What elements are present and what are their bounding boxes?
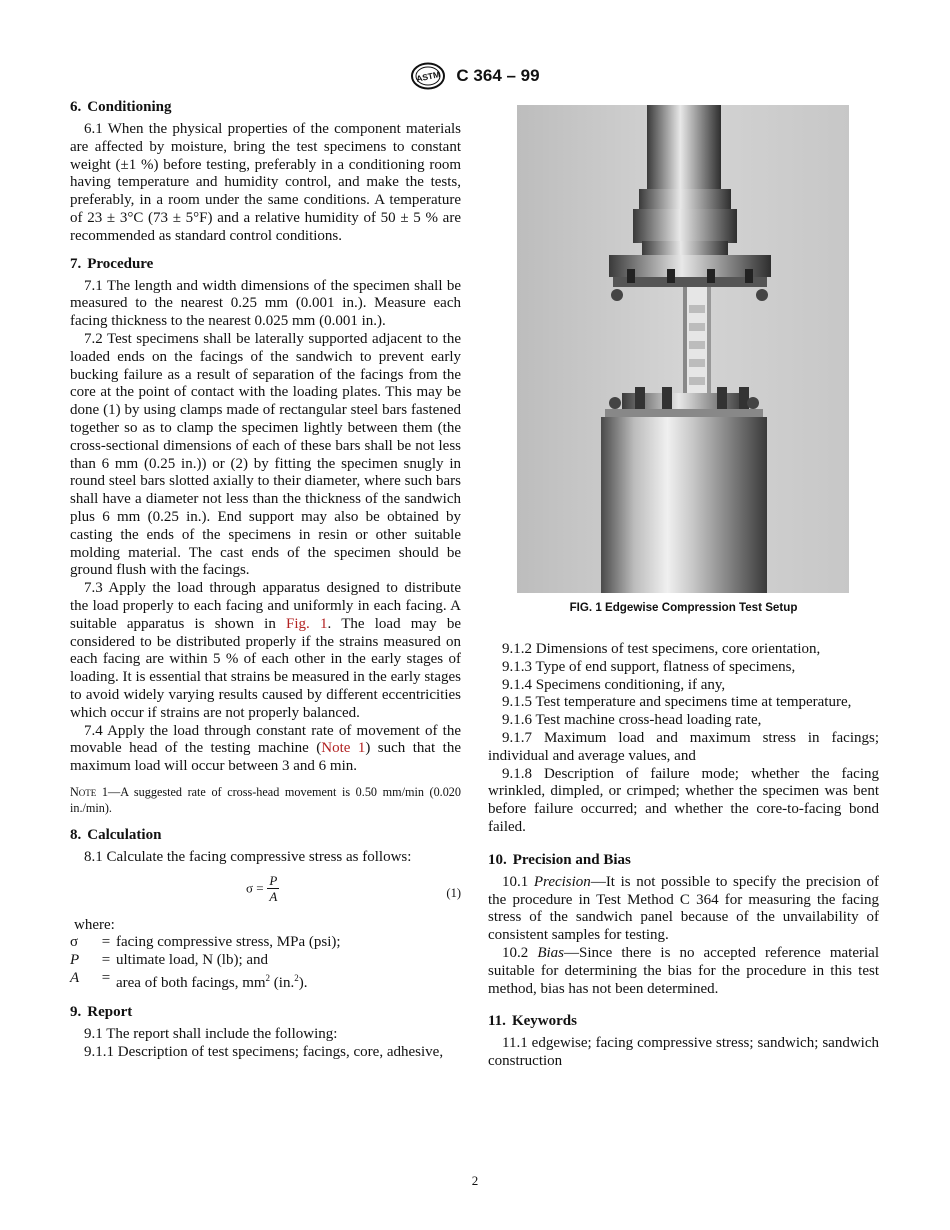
equation-1: [70, 873, 461, 913]
document-designation: C 364 – 99: [456, 66, 540, 85]
section-heading: 8. Calculation: [70, 826, 162, 843]
equation-denominator: A: [269, 888, 278, 904]
paragraph-8-1: 8.1 Calculate the facing compressive stress as follows:: [84, 848, 412, 865]
left-column: [70, 98, 461, 1070]
section-heading: 10. Precision and Bias: [488, 851, 631, 868]
astm-logo-icon: [410, 62, 446, 90]
paragraph-9-1-6: 9.1.6 Test machine cross-head loading rate,: [502, 712, 762, 729]
paragraph-7-3: 7.3 Apply the load through apparatus designed to distribute the load properly to each facing and uniformly in each facing. A suitable apparatus is shown in Fig. 1. The load may be considered to be distributed properly if the strains measured on each facing are within 5 % of each other in the early stages of loading. It is essential that strains be measured in the early stages to avoid widely varying results caused by different eccentricities which occur if strains are not properly balanced.: [70, 580, 461, 721]
figure-1-link[interactable]: Fig. 1: [286, 615, 328, 632]
section-heading: 7. Procedure: [70, 255, 154, 272]
paragraph-10-1: 10.1 Precision—It is not possible to specify the precision of the procedure in Test Method C 364 for measuring the facing stress of the sandwich panel because of the unvailability of consistent samples for testing.: [488, 873, 880, 944]
paragraph-9-1-1: 9.1.1 Description of test specimens; facings, core, adhesive,: [84, 1043, 444, 1060]
note-1: Note 1—A suggested rate of cross-head movement is 0.50 mm/min (0.020 in./min).: [70, 784, 461, 815]
definition-row: P = ultimate load, N (lb); and: [70, 952, 269, 969]
section-heading: 11. Keywords: [488, 1013, 577, 1030]
paragraph-9-1-4: 9.1.4 Specimens conditioning, if any,: [502, 676, 726, 693]
paragraph-7-1: 7.1 The length and width dimensions of the specimen shall be measured to the nearest 0.25 mm (0.001 in.). Measure each facing thickness to the nearest 0.025 mm (0.001 in.).: [70, 277, 461, 330]
paragraph-7-4: 7.4 Apply the load through constant rate of movement of the movable head of the testing machine (Note 1) such that the maximum load will occur between 3 and 6 min.: [70, 722, 461, 775]
paragraph-9-1-2: 9.1.2 Dimensions of test specimens, core orientation,: [502, 641, 821, 657]
equation-number: (1): [446, 885, 461, 900]
paragraph-9-1-5: 9.1.5 Test temperature and specimens time at temperature,: [502, 694, 852, 711]
paragraph-10-2: 10.2 Bias—Since there is no accepted reference material suitable for determining the bias for the procedure in this test method, bias has not been determined.: [488, 944, 879, 997]
astm-logo-text: ASTM: [415, 69, 442, 84]
paragraph-7-2: 7.2 Test specimens shall be laterally supported adjacent to the loaded ends on the facings of the sandwich to prevent early bucking failure as a result of separation of the facings from the core at the point of contact with the loading plates. This may be done (1) by using clamps made of rectangular steel bars fastened together so as to clamp the specimen lightly between them (the cross-sectional dimensions of each of these bars shall be not less than 6 mm (0.25 in.)) or (2) by fitting the specimen snugly in round steel bars slotted axially to their diameter, where such bars shall have a diameter not less than the thickness of the sandwich plus 6 mm (0.25 in.). End support may also be obtained by casting the ends of the specimens in resin or other suitable molding material. The cast ends of the specimen should be ground flush with the facings.: [70, 330, 461, 579]
section-heading: 9. Report: [70, 1003, 133, 1020]
where-label: where:: [74, 916, 115, 933]
section-keywords: [488, 1012, 879, 1071]
section-conditioning: [70, 98, 461, 246]
variable-definitions: [70, 934, 461, 992]
paragraph-11-1: 11.1 edgewise; facing compressive stress; sandwich; sandwich construction: [488, 1035, 879, 1070]
equation-numerator: P: [269, 872, 278, 888]
figure-1-photo: [517, 105, 849, 593]
definition-row: A = area of both facings, $mm^2$ (in.$^2$).: [70, 970, 308, 992]
paragraph-9-1-8: 9.1.8 Description of failure mode; whether the facing wrinkled, dimpled, or crimped; whether the specimen was bent before failure occurred; and whether the core-to-facing bond failed.: [488, 765, 879, 835]
page-number: 2: [471, 1173, 479, 1188]
page-header: [0, 62, 950, 90]
figure-1-caption: FIG. 1 Edgewise Compression Test Setup: [569, 601, 798, 614]
section-report-continued: [488, 641, 879, 837]
paragraph-9-1-3: 9.1.3 Type of end support, flatness of specimens,: [502, 658, 796, 675]
section-procedure: [70, 255, 461, 816]
paragraph-6-1: 6.1 When the physical properties of the component materials are affected by moisture, bring the test specimens to constant weight (±1 %) before testing, preferably in a conditioning room having temperature and humidity control, and make the tests, preferably, in a room under the same conditions. A temperature of 23 ± 3°C (73 ± 5°F) and a relative humidity of 50 ± 5 % are recommended as standard control conditions.: [70, 121, 461, 244]
section-heading: 6. Conditioning: [70, 99, 172, 115]
paragraph-9-1: 9.1 The report shall include the following:: [84, 1025, 338, 1042]
section-calculation: [70, 826, 461, 993]
note-1-link[interactable]: Note 1: [321, 740, 366, 757]
section-precision-bias: [488, 851, 879, 999]
paragraph-9-1-7: 9.1.7 Maximum load and maximum stress in facings; individual and average values, and: [488, 729, 879, 764]
definition-row: σ = facing compressive stress, MPa (psi);: [70, 934, 341, 951]
section-report: [70, 1003, 461, 1062]
equation-lhs: σ =: [246, 880, 264, 896]
right-column: [488, 641, 879, 1080]
